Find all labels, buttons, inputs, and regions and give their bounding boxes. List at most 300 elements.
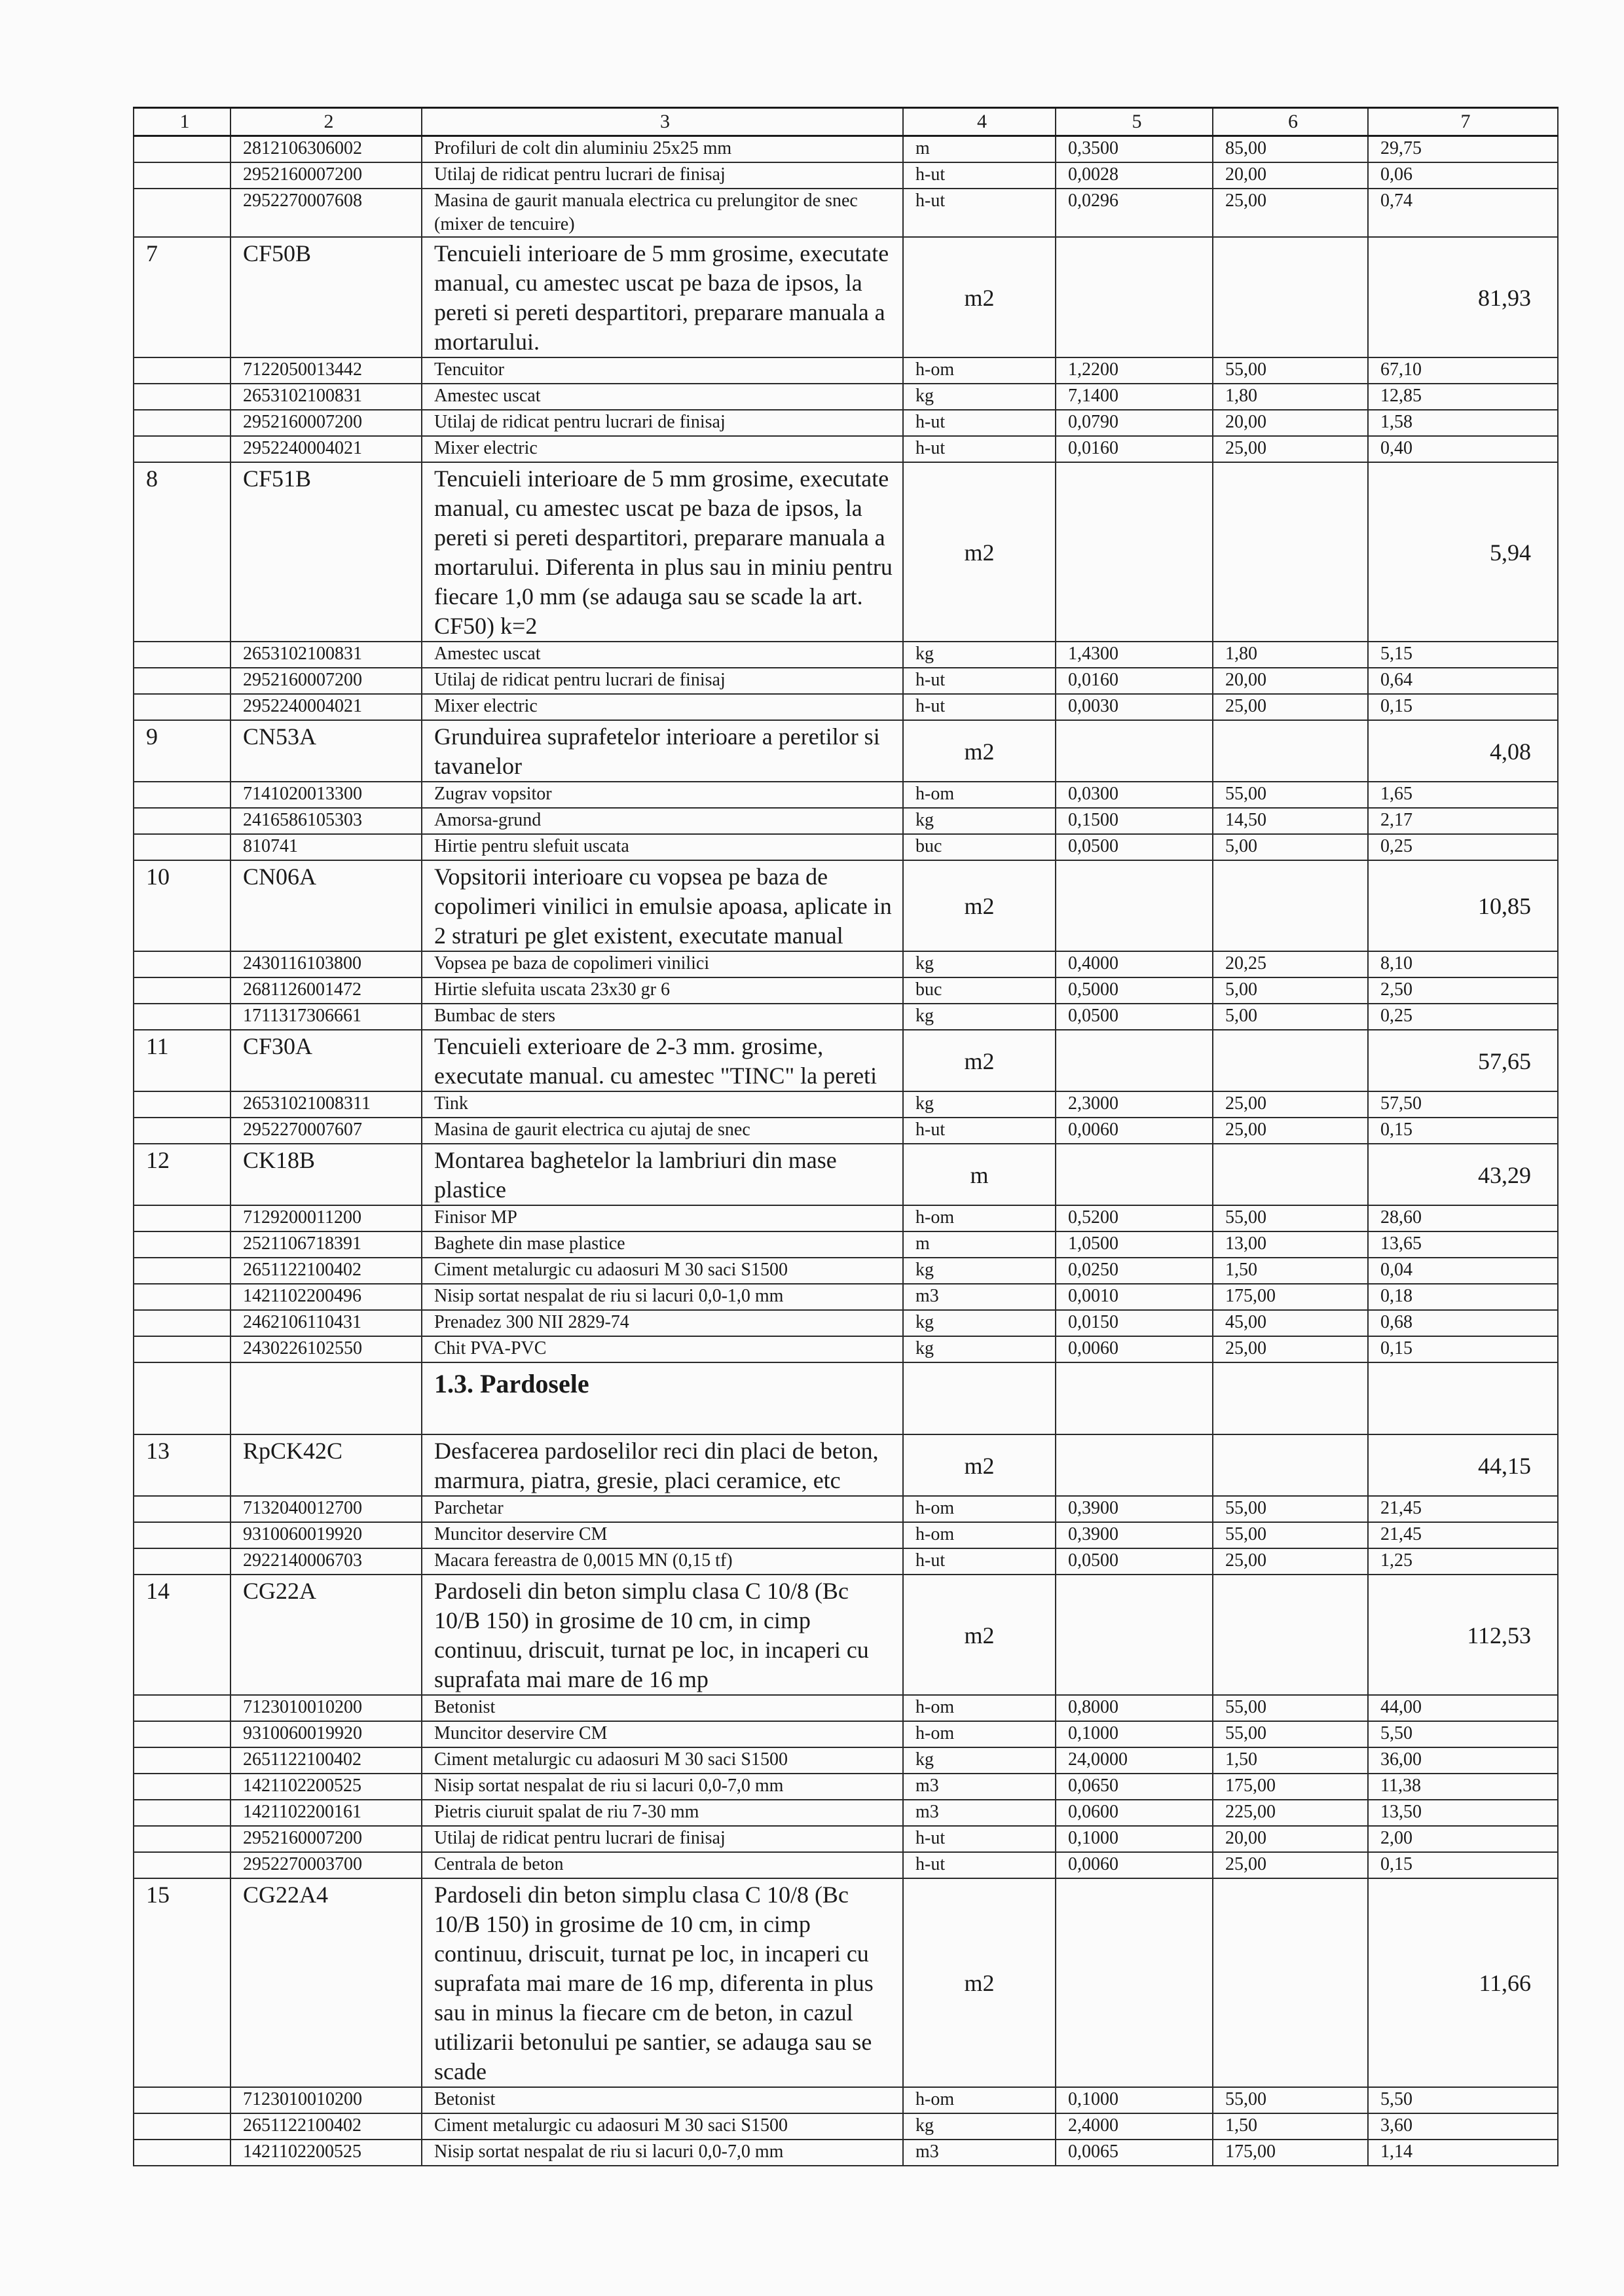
resource-row — [134, 1826, 1558, 1852]
resource-code: 2430226102550 — [231, 1336, 422, 1362]
quantity: 0,0060 — [1056, 1118, 1213, 1144]
article-code: RpCK42C — [231, 1434, 422, 1496]
unit-of-measure: kg — [903, 1258, 1056, 1284]
article-row — [134, 720, 1558, 782]
resource-name: Tencuitor — [422, 357, 903, 384]
resource-name: Ciment metalurgic cu adaosuri M 30 saci S1500 — [422, 1258, 903, 1284]
resource-row — [134, 1231, 1558, 1258]
resource-value: 29,75 — [1368, 136, 1558, 163]
article-row — [134, 1030, 1558, 1091]
article-total: 4,08 — [1368, 720, 1558, 782]
item-number-cell — [134, 162, 231, 189]
column-number-header — [134, 108, 1558, 136]
item-number-cell — [134, 1800, 231, 1826]
resource-code: 2416586105303 — [231, 808, 422, 834]
quantity: 0,0790 — [1056, 410, 1213, 436]
article-total: 57,65 — [1368, 1030, 1558, 1091]
item-number-cell — [134, 1284, 231, 1310]
resource-row — [134, 1721, 1558, 1747]
resource-code: 2651122100402 — [231, 1258, 422, 1284]
resource-value: 21,45 — [1368, 1522, 1558, 1548]
quantity: 0,0600 — [1056, 1800, 1213, 1826]
resource-name: Utilaj de ridicat pentru lucrari de finisaj — [422, 1826, 903, 1852]
resource-name: Utilaj de ridicat pentru lucrari de finisaj — [422, 668, 903, 694]
resource-row — [134, 1118, 1558, 1144]
unit-of-measure: h-ut — [903, 436, 1056, 462]
unit-of-measure: h-ut — [903, 1118, 1056, 1144]
quantity: 0,0250 — [1056, 1258, 1213, 1284]
article-number: 14 — [134, 1575, 231, 1695]
resource-row — [134, 1284, 1558, 1310]
resource-row — [134, 2087, 1558, 2113]
resource-value: 2,00 — [1368, 1826, 1558, 1852]
unit-price: 25,00 — [1213, 189, 1368, 237]
unit-of-measure: kg — [903, 642, 1056, 668]
unit-of-measure: h-ut — [903, 162, 1056, 189]
unit-of-measure: h-om — [903, 2087, 1056, 2113]
empty-quantity — [1056, 237, 1213, 357]
resource-code: 7123010010200 — [231, 2087, 422, 2113]
header-cell-3: 3 — [422, 108, 903, 136]
resource-name: Ciment metalurgic cu adaosuri M 30 saci S1500 — [422, 1747, 903, 1774]
unit-price: 45,00 — [1213, 1310, 1368, 1336]
article-description: Grunduirea suprafetelor interioare a peretilor si tavanelor — [422, 720, 903, 782]
unit-of-measure: h-ut — [903, 410, 1056, 436]
unit-of-measure: m — [903, 136, 1056, 163]
unit-of-measure: h-om — [903, 1721, 1056, 1747]
unit-price: 175,00 — [1213, 1284, 1368, 1310]
empty-quantity — [1056, 462, 1213, 642]
resource-code: 7132040012700 — [231, 1496, 422, 1522]
resource-name: Tink — [422, 1091, 903, 1118]
unit-of-measure: h-om — [903, 1522, 1056, 1548]
unit-price: 25,00 — [1213, 1091, 1368, 1118]
resource-row — [134, 668, 1558, 694]
quantity: 0,0650 — [1056, 1774, 1213, 1800]
empty-cell — [903, 1362, 1056, 1434]
article-row — [134, 1144, 1558, 1205]
article-total: 112,53 — [1368, 1575, 1558, 1695]
unit-price: 20,00 — [1213, 162, 1368, 189]
resource-code: 2521106718391 — [231, 1231, 422, 1258]
resource-row — [134, 136, 1558, 163]
article-description: Montarea baghetelor la lambriuri din mase plastice — [422, 1144, 903, 1205]
item-number-cell — [134, 410, 231, 436]
unit-of-measure: kg — [903, 951, 1056, 977]
resource-name: Centrala de beton — [422, 1852, 903, 1878]
unit-of-measure: m3 — [903, 1284, 1056, 1310]
header-cell-4: 4 — [903, 108, 1056, 136]
resource-code: 2952240004021 — [231, 436, 422, 462]
resource-code: 2681126001472 — [231, 977, 422, 1004]
unit-price: 20,25 — [1213, 951, 1368, 977]
resource-name: Amestec uscat — [422, 642, 903, 668]
unit-of-measure: buc — [903, 834, 1056, 860]
resource-row — [134, 808, 1558, 834]
resource-name: Vopsea pe baza de copolimeri vinilici — [422, 951, 903, 977]
resource-name: Bumbac de sters — [422, 1004, 903, 1030]
item-number-cell — [134, 1205, 231, 1231]
article-code: CN53A — [231, 720, 422, 782]
article-code: CF50B — [231, 237, 422, 357]
unit-price: 14,50 — [1213, 808, 1368, 834]
item-number-cell — [134, 1774, 231, 1800]
empty-quantity — [1056, 1878, 1213, 2087]
unit-price: 20,00 — [1213, 1826, 1368, 1852]
resource-row — [134, 1852, 1558, 1878]
quantity: 0,0300 — [1056, 782, 1213, 808]
header-cell-1: 1 — [134, 108, 231, 136]
unit-price: 55,00 — [1213, 2087, 1368, 2113]
resource-name: Baghete din mase plastice — [422, 1231, 903, 1258]
resource-name: Finisor MP — [422, 1205, 903, 1231]
resource-name: Amorsa-grund — [422, 808, 903, 834]
article-code: CF30A — [231, 1030, 422, 1091]
unit-price: 1,80 — [1213, 642, 1368, 668]
article-description: Pardoseli din beton simplu clasa C 10/8 (Bc 10/B 150) in grosime de 10 cm, in cimp continuu, driscuit, turnat pe loc, in incaperi cu suprafata mai mare de 16 mp, diferenta in plus sau in minus la fiecare cm de beton, in cazul utilizarii betonului pe santier, se adauga sau se scade — [422, 1878, 903, 2087]
unit-price: 25,00 — [1213, 436, 1368, 462]
unit-of-measure: h-ut — [903, 1548, 1056, 1575]
empty-quantity — [1056, 1030, 1213, 1091]
header-cell-7: 7 — [1368, 108, 1558, 136]
unit-price: 1,80 — [1213, 384, 1368, 410]
header-cell-5: 5 — [1056, 108, 1213, 136]
resource-code: 7123010010200 — [231, 1695, 422, 1721]
item-number-cell — [134, 1118, 231, 1144]
empty-quantity — [1056, 720, 1213, 782]
article-description: Vopsitorii interioare cu vopsea pe baza de copolimeri vinilici in emulsie apoasa, aplicate in 2 straturi pe glet existent, executate manual — [422, 860, 903, 951]
resource-name: Nisip sortat nespalat de riu si lacuri 0,0-1,0 mm — [422, 1284, 903, 1310]
item-number-cell — [134, 951, 231, 977]
unit-price: 25,00 — [1213, 1118, 1368, 1144]
resource-value: 57,50 — [1368, 1091, 1558, 1118]
article-unit: m2 — [903, 237, 1056, 357]
resource-value: 0,15 — [1368, 1118, 1558, 1144]
quantity: 2,4000 — [1056, 2113, 1213, 2140]
unit-of-measure: m — [903, 1231, 1056, 1258]
empty-price — [1213, 720, 1368, 782]
article-number: 15 — [134, 1878, 231, 2087]
article-row — [134, 1575, 1558, 1695]
item-number-cell — [134, 1496, 231, 1522]
resource-value: 13,50 — [1368, 1800, 1558, 1826]
article-row — [134, 860, 1558, 951]
quantity: 0,0010 — [1056, 1284, 1213, 1310]
resource-code: 2952240004021 — [231, 694, 422, 720]
resource-value: 11,38 — [1368, 1774, 1558, 1800]
unit-of-measure: m3 — [903, 2140, 1056, 2166]
resource-name: Masina de gaurit electrica cu ajutaj de snec — [422, 1118, 903, 1144]
empty-quantity — [1056, 860, 1213, 951]
empty-quantity — [1056, 1434, 1213, 1496]
unit-of-measure: h-om — [903, 1496, 1056, 1522]
article-unit: m — [903, 1144, 1056, 1205]
article-row — [134, 1434, 1558, 1496]
article-number: 7 — [134, 237, 231, 357]
unit-price: 20,00 — [1213, 410, 1368, 436]
item-number-cell — [134, 384, 231, 410]
unit-price: 55,00 — [1213, 1721, 1368, 1747]
item-number-cell — [134, 1747, 231, 1774]
quantity: 1,0500 — [1056, 1231, 1213, 1258]
article-row — [134, 237, 1558, 357]
resource-value: 1,58 — [1368, 410, 1558, 436]
unit-price: 55,00 — [1213, 782, 1368, 808]
unit-of-measure: kg — [903, 808, 1056, 834]
resource-value: 36,00 — [1368, 1747, 1558, 1774]
quantity: 1,2200 — [1056, 357, 1213, 384]
resource-value: 3,60 — [1368, 2113, 1558, 2140]
article-unit: m2 — [903, 1030, 1056, 1091]
article-unit: m2 — [903, 1575, 1056, 1695]
resource-name: Amestec uscat — [422, 384, 903, 410]
resource-row — [134, 1336, 1558, 1362]
item-number-cell — [134, 189, 231, 237]
resource-row — [134, 1205, 1558, 1231]
resource-row — [134, 2113, 1558, 2140]
resource-value: 0,68 — [1368, 1310, 1558, 1336]
item-number-cell — [134, 1231, 231, 1258]
article-code: CG22A4 — [231, 1878, 422, 2087]
article-number: 10 — [134, 860, 231, 951]
unit-price: 25,00 — [1213, 1548, 1368, 1575]
resource-code: 1421102200525 — [231, 1774, 422, 1800]
empty-quantity — [1056, 1575, 1213, 1695]
section-title: 1.3. Pardosele — [422, 1362, 903, 1434]
resource-code: 26531021008311 — [231, 1091, 422, 1118]
article-unit: m2 — [903, 720, 1056, 782]
item-number-cell — [134, 2113, 231, 2140]
header-cell-6: 6 — [1213, 108, 1368, 136]
article-unit: m2 — [903, 1878, 1056, 2087]
unit-of-measure: h-om — [903, 782, 1056, 808]
item-number-cell — [134, 2140, 231, 2166]
resource-code: 7141020013300 — [231, 782, 422, 808]
quantity: 0,0030 — [1056, 694, 1213, 720]
resource-value: 2,17 — [1368, 808, 1558, 834]
estimate-table — [133, 107, 1559, 2166]
unit-of-measure: h-ut — [903, 1852, 1056, 1878]
resource-row — [134, 410, 1558, 436]
resource-code: 7122050013442 — [231, 357, 422, 384]
section-heading-row — [134, 1362, 1558, 1434]
resource-row — [134, 951, 1558, 977]
resource-row — [134, 189, 1558, 237]
resource-row — [134, 1004, 1558, 1030]
quantity: 2,3000 — [1056, 1091, 1213, 1118]
resource-value: 0,64 — [1368, 668, 1558, 694]
unit-of-measure: h-ut — [903, 189, 1056, 237]
quantity: 0,0500 — [1056, 1548, 1213, 1575]
resource-row — [134, 1800, 1558, 1826]
item-number-cell — [134, 782, 231, 808]
quantity: 0,0060 — [1056, 1852, 1213, 1878]
quantity: 0,0160 — [1056, 436, 1213, 462]
resource-value: 0,25 — [1368, 1004, 1558, 1030]
quantity: 0,0150 — [1056, 1310, 1213, 1336]
quantity: 0,0160 — [1056, 668, 1213, 694]
unit-of-measure: h-ut — [903, 694, 1056, 720]
resource-name: Parchetar — [422, 1496, 903, 1522]
resource-row — [134, 1258, 1558, 1284]
article-number: 13 — [134, 1434, 231, 1496]
quantity: 0,1500 — [1056, 808, 1213, 834]
quantity: 0,1000 — [1056, 1721, 1213, 1747]
resource-code: 2952160007200 — [231, 668, 422, 694]
resource-value: 0,15 — [1368, 1852, 1558, 1878]
unit-price: 55,00 — [1213, 1496, 1368, 1522]
unit-of-measure: h-om — [903, 357, 1056, 384]
item-number-cell — [134, 642, 231, 668]
item-number-cell — [134, 1721, 231, 1747]
resource-row — [134, 384, 1558, 410]
unit-price: 1,50 — [1213, 1747, 1368, 1774]
empty-price — [1213, 1030, 1368, 1091]
resource-code: 9310060019920 — [231, 1721, 422, 1747]
item-number-cell — [134, 1258, 231, 1284]
article-total: 81,93 — [1368, 237, 1558, 357]
quantity: 1,4300 — [1056, 642, 1213, 668]
resource-row — [134, 1496, 1558, 1522]
quantity: 0,0296 — [1056, 189, 1213, 237]
resource-code: 1421102200161 — [231, 1800, 422, 1826]
resource-row — [134, 782, 1558, 808]
item-number-cell — [134, 808, 231, 834]
quantity: 0,3500 — [1056, 136, 1213, 163]
article-total: 11,66 — [1368, 1878, 1558, 2087]
unit-price: 55,00 — [1213, 1695, 1368, 1721]
unit-price: 25,00 — [1213, 694, 1368, 720]
quantity: 0,0028 — [1056, 162, 1213, 189]
unit-price: 5,00 — [1213, 1004, 1368, 1030]
resource-name: Pietris ciuruit spalat de riu 7-30 mm — [422, 1800, 903, 1826]
resource-row — [134, 1747, 1558, 1774]
empty-cell — [231, 1362, 422, 1434]
unit-of-measure: kg — [903, 2113, 1056, 2140]
resource-name: Utilaj de ridicat pentru lucrari de finisaj — [422, 162, 903, 189]
article-number: 12 — [134, 1144, 231, 1205]
article-number: 8 — [134, 462, 231, 642]
resource-value: 13,65 — [1368, 1231, 1558, 1258]
resource-name: Prenadez 300 NII 2829-74 — [422, 1310, 903, 1336]
unit-price: 85,00 — [1213, 136, 1368, 163]
article-description: Desfacerea pardoselilor reci din placi de beton, marmura, piatra, gresie, placi ceramice, etc — [422, 1434, 903, 1496]
article-total: 43,29 — [1368, 1144, 1558, 1205]
article-unit: m2 — [903, 462, 1056, 642]
resource-value: 0,15 — [1368, 694, 1558, 720]
empty-price — [1213, 237, 1368, 357]
resource-value: 67,10 — [1368, 357, 1558, 384]
item-number-cell — [134, 1522, 231, 1548]
resource-name: Profiluri de colt din aluminiu 25x25 mm — [422, 136, 903, 163]
empty-cell — [1213, 1362, 1368, 1434]
quantity: 0,5200 — [1056, 1205, 1213, 1231]
item-number-cell — [134, 1091, 231, 1118]
table-body — [134, 108, 1558, 2166]
resource-name: Betonist — [422, 1695, 903, 1721]
item-number-cell — [134, 1310, 231, 1336]
resource-name: Muncitor deservire CM — [422, 1721, 903, 1747]
article-description: Tencuieli interioare de 5 mm grosime, executate manual, cu amestec uscat pe baza de ipsos, la pereti si pereti despartitori, preparare manuala a mortarului. — [422, 237, 903, 357]
empty-price — [1213, 860, 1368, 951]
unit-price: 5,00 — [1213, 977, 1368, 1004]
item-number-cell — [134, 668, 231, 694]
unit-price: 175,00 — [1213, 2140, 1368, 2166]
resource-value: 12,85 — [1368, 384, 1558, 410]
resource-name: Hirtie pentru slefuit uscata — [422, 834, 903, 860]
resource-code: 2952160007200 — [231, 410, 422, 436]
unit-price: 55,00 — [1213, 1522, 1368, 1548]
empty-quantity — [1056, 1144, 1213, 1205]
resource-code: 1711317306661 — [231, 1004, 422, 1030]
resource-row — [134, 162, 1558, 189]
empty-price — [1213, 462, 1368, 642]
resource-value: 2,50 — [1368, 977, 1558, 1004]
empty-price — [1213, 1878, 1368, 2087]
resource-code: 2653102100831 — [231, 642, 422, 668]
resource-value: 0,74 — [1368, 189, 1558, 237]
article-row — [134, 1878, 1558, 2087]
resource-row — [134, 357, 1558, 384]
unit-price: 55,00 — [1213, 357, 1368, 384]
quantity: 0,0065 — [1056, 2140, 1213, 2166]
resource-code: 2653102100831 — [231, 384, 422, 410]
unit-price: 175,00 — [1213, 1774, 1368, 1800]
item-number-cell — [134, 1548, 231, 1575]
resource-value: 1,25 — [1368, 1548, 1558, 1575]
resource-value: 8,10 — [1368, 951, 1558, 977]
article-row — [134, 462, 1558, 642]
article-total: 5,94 — [1368, 462, 1558, 642]
resource-name: Betonist — [422, 2087, 903, 2113]
resource-name: Chit PVA-PVC — [422, 1336, 903, 1362]
unit-of-measure: kg — [903, 384, 1056, 410]
item-number-cell — [134, 436, 231, 462]
quantity: 0,4000 — [1056, 951, 1213, 977]
resource-value: 0,25 — [1368, 834, 1558, 860]
quantity: 24,0000 — [1056, 1747, 1213, 1774]
resource-row — [134, 436, 1558, 462]
empty-price — [1213, 1575, 1368, 1695]
unit-price: 5,00 — [1213, 834, 1368, 860]
resource-code: 2651122100402 — [231, 1747, 422, 1774]
quantity: 0,1000 — [1056, 2087, 1213, 2113]
resource-row — [134, 1774, 1558, 1800]
empty-cell — [1368, 1362, 1558, 1434]
unit-price: 55,00 — [1213, 1205, 1368, 1231]
empty-cell — [134, 1362, 231, 1434]
resource-code: 2952270003700 — [231, 1852, 422, 1878]
unit-of-measure: kg — [903, 1091, 1056, 1118]
empty-cell — [1056, 1362, 1213, 1434]
resource-row — [134, 694, 1558, 720]
resource-row — [134, 1091, 1558, 1118]
quantity: 0,0500 — [1056, 1004, 1213, 1030]
item-number-cell — [134, 2087, 231, 2113]
resource-name: Mixer electric — [422, 694, 903, 720]
article-number: 9 — [134, 720, 231, 782]
resource-name: Nisip sortat nespalat de riu si lacuri 0,0-7,0 mm — [422, 1774, 903, 1800]
quantity: 0,1000 — [1056, 1826, 1213, 1852]
resource-value: 0,06 — [1368, 162, 1558, 189]
resource-code: 2952270007608 — [231, 189, 422, 237]
resource-row — [134, 1522, 1558, 1548]
item-number-cell — [134, 694, 231, 720]
unit-price: 20,00 — [1213, 668, 1368, 694]
resource-code: 9310060019920 — [231, 1522, 422, 1548]
resource-row — [134, 977, 1558, 1004]
resource-row — [134, 1310, 1558, 1336]
